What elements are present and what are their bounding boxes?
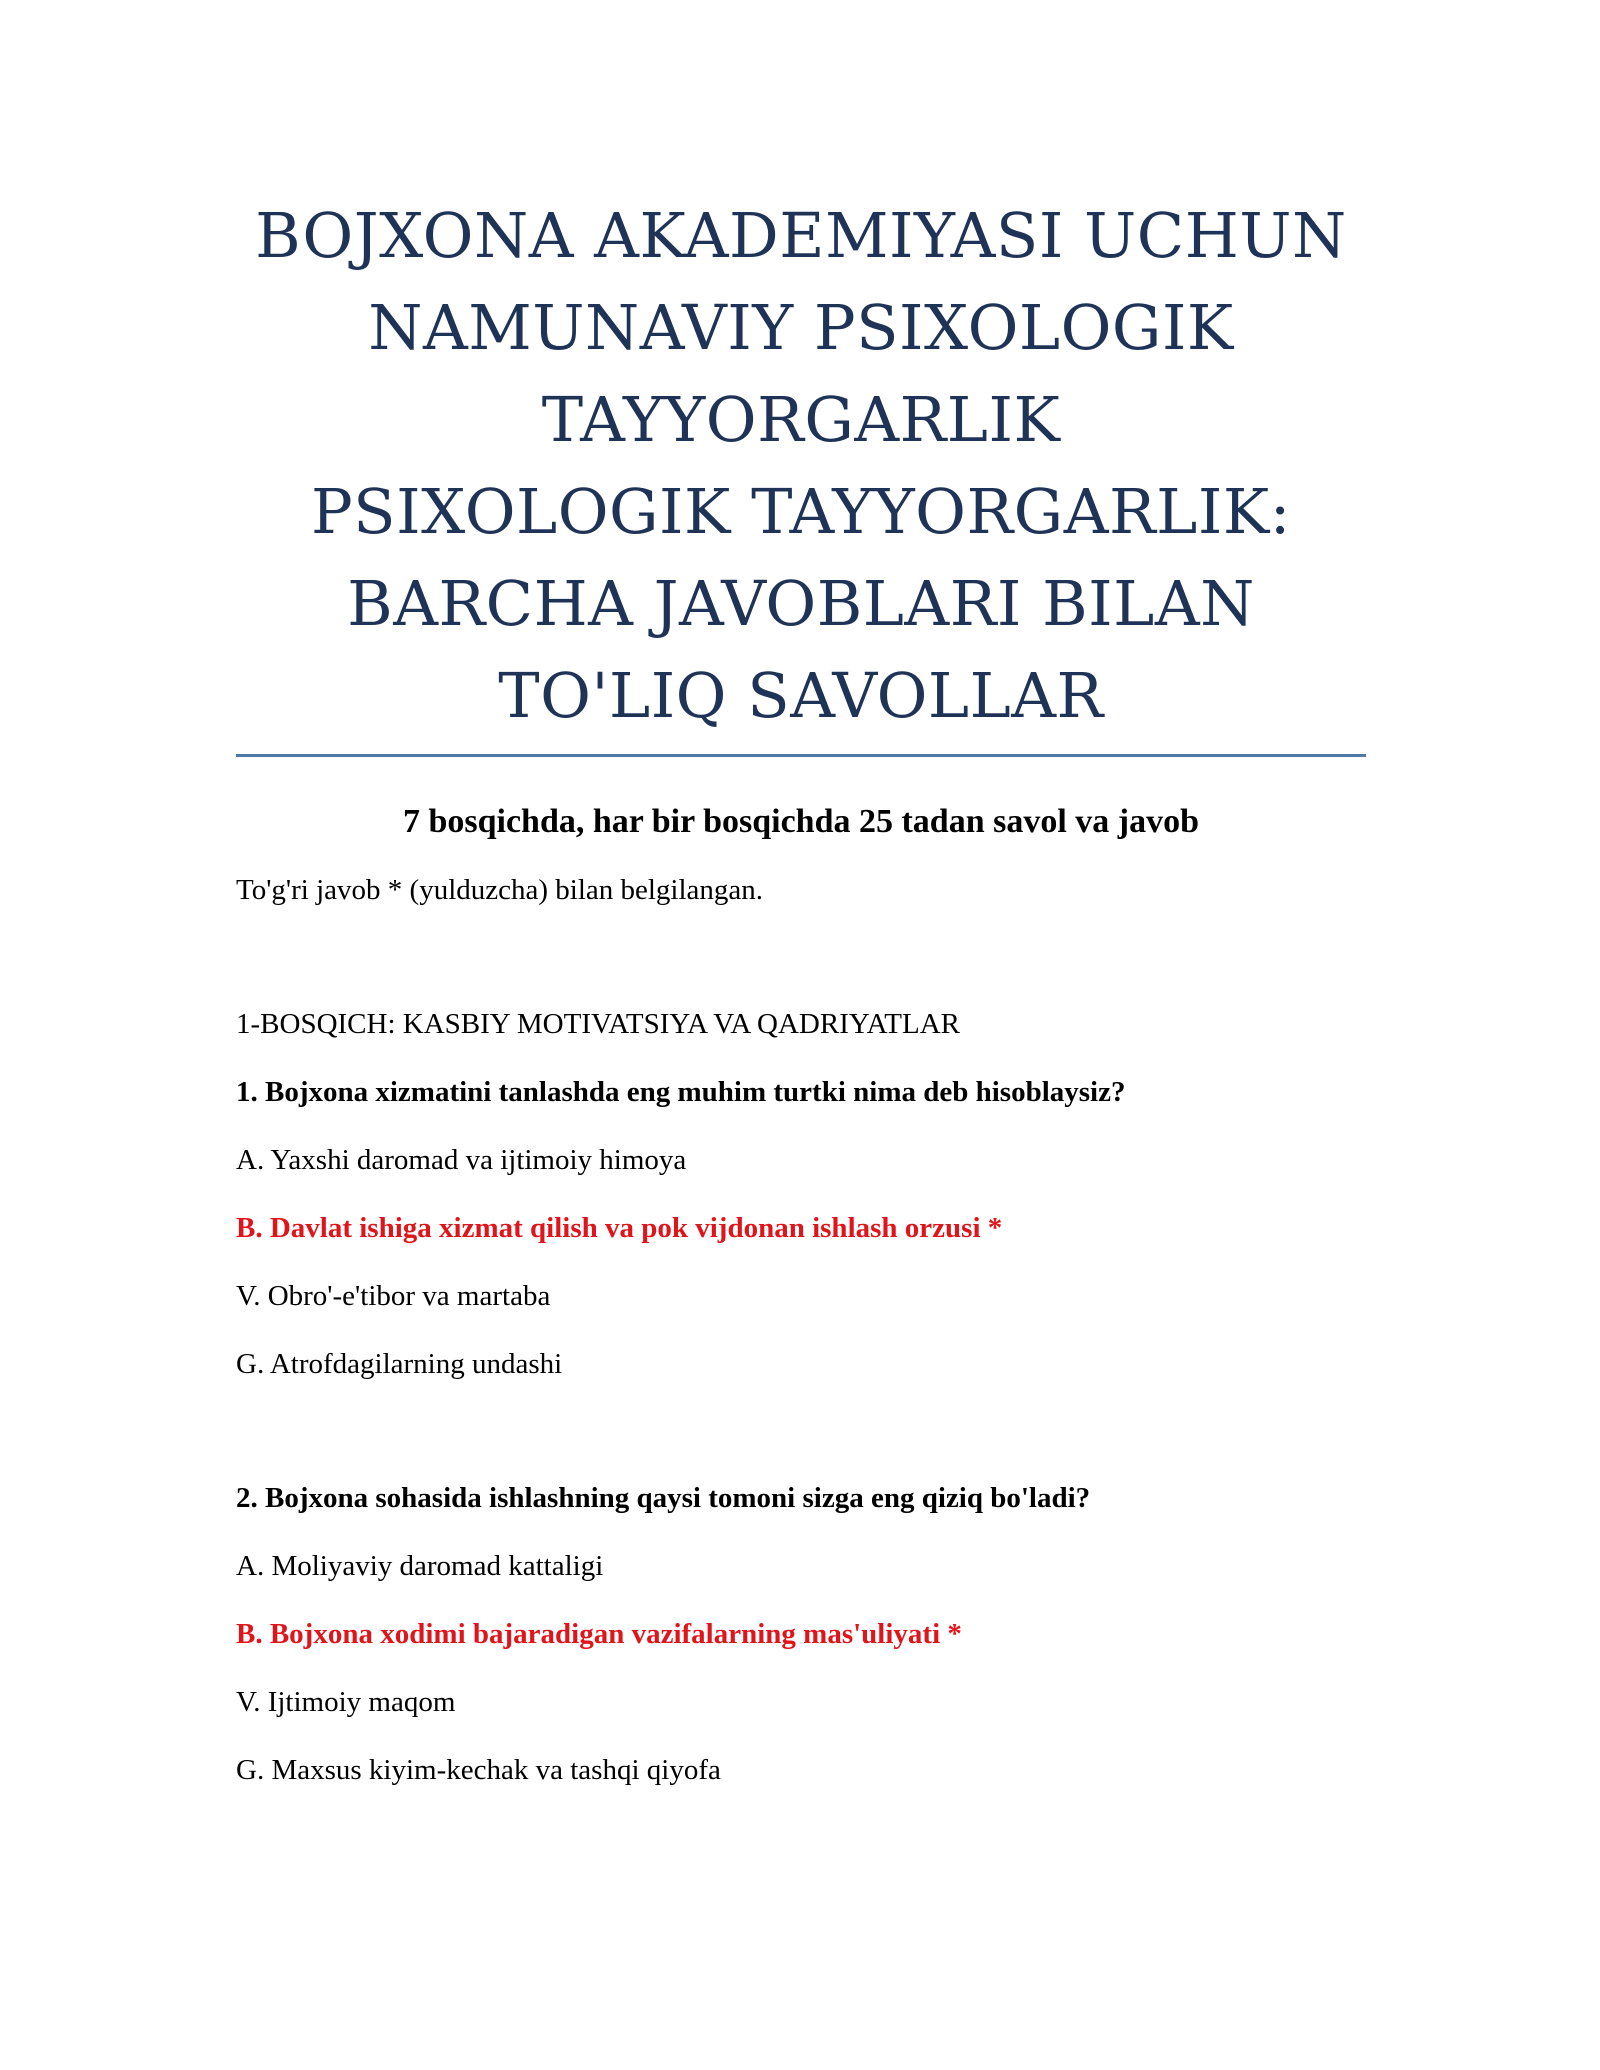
title-line: NAMUNAVIY PSIXOLOGIK (368, 291, 1234, 364)
answer-option: G. Maxsus kiyim-kechak va tashqi qiyofa (236, 1754, 721, 1786)
document-page (236, 190, 1366, 1789)
answer-option: A. Moliyaviy daromad kattaligi (236, 1550, 604, 1582)
title-line: BARCHA JAVOBLARI BILAN (347, 567, 1255, 640)
question-block-2 (236, 1479, 1366, 1789)
answer-option: V. Obro'-e'tibor va martaba (236, 1280, 551, 1312)
title-line: PSIXOLOGIK TAYYORGARLIK: (310, 475, 1292, 548)
title-divider (236, 754, 1366, 757)
correct-answer-option: B. Davlat ishiga xizmat qilish va pok vijdonan ishlash orzusi * (236, 1212, 1003, 1244)
correct-answer-option: B. Bojxona xodimi bajaradigan vazifalarning mas'uliyati * (236, 1618, 962, 1650)
answer-option: G. Atrofdagilarning undashi (236, 1348, 563, 1380)
title-line: TO'LIQ SAVOLLAR (498, 659, 1104, 732)
title-line: BOJXONA AKADEMIYASI UCHUN (255, 199, 1347, 272)
document-title (236, 190, 1366, 742)
question-text: 2. Bojxona sohasida ishlashning qaysi tomoni sizga eng qiziq bo'ladi? (236, 1482, 1091, 1514)
answer-option: A. Yaxshi daromad va ijtimoiy himoya (236, 1144, 687, 1176)
document-subtitle: 7 bosqichda, har bir bosqichda 25 tadan savol va javob (402, 803, 1200, 840)
section-heading: 1-BOSQICH: KASBIY MOTIVATSIYA VA QADRIYATLAR (236, 1008, 961, 1040)
question-block-1 (236, 1073, 1366, 1383)
answer-key-note: To'g'ri javob * (yulduzcha) bilan belgilangan. (236, 874, 764, 906)
answer-option: V. Ijtimoiy maqom (236, 1686, 456, 1718)
title-line: TAYYORGARLIK (541, 383, 1061, 456)
question-text: 1. Bojxona xizmatini tanlashda eng muhim turtki nima deb hisoblaysiz? (236, 1076, 1126, 1108)
